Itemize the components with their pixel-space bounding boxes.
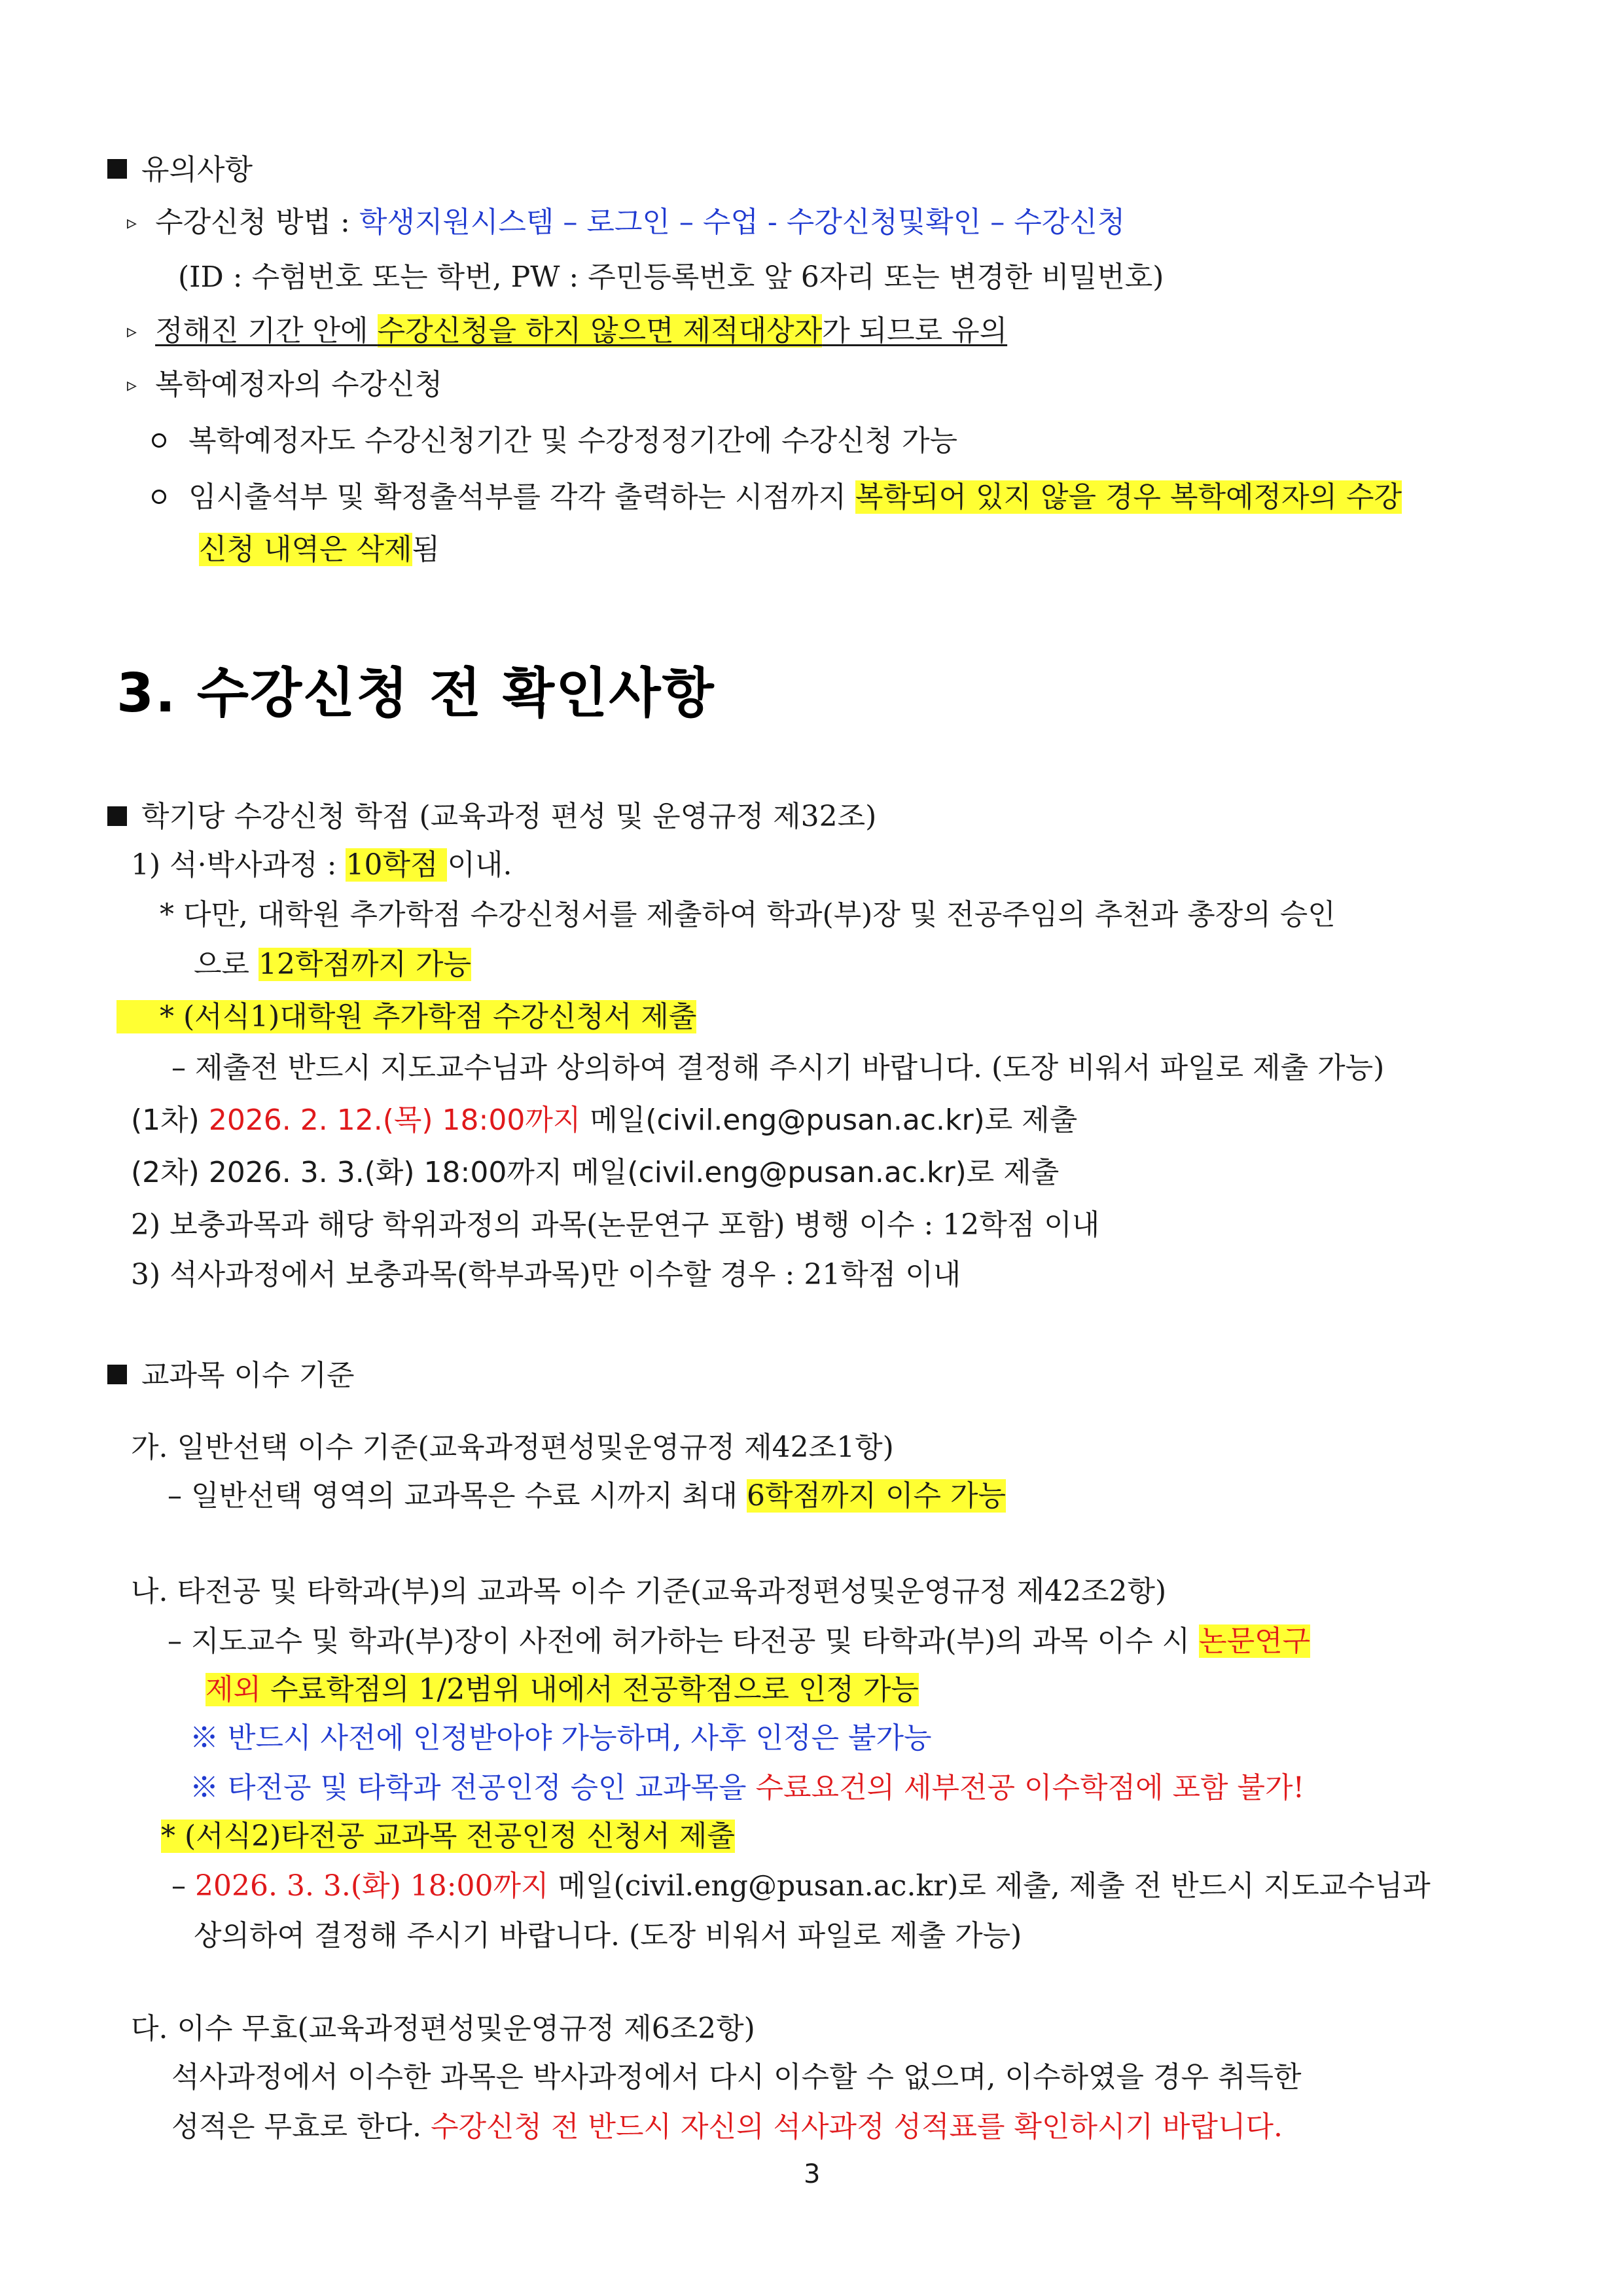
criteria-c-line-1: 석사과정에서 이수한 과목은 박사과정에서 다시 이수할 수 없으며, 이수하였을 경우 취득한: [171, 2060, 1302, 2094]
notice-heading: 유의사항: [107, 149, 253, 191]
reentry-heading: ▹ 복학예정자의 수강신청: [127, 364, 442, 409]
form2-deadline: – 2026. 3. 3.(화) 18:00까지 메일(civil.eng@pusan.ac.kr)로 제출, 제출 전 반드시 지도교수님과: [171, 1869, 1431, 1903]
criteria-a-title: 가. 일반선택 이수 기준(교육과정편성및운영규정 제42조1항): [131, 1431, 894, 1464]
round2-line: (2차) 2026. 3. 3.(화) 18:00까지 메일(civil.eng@pusan.ac.kr)로 제출: [131, 1156, 1060, 1189]
form2-deadline-cont: 상의하여 결정해 주시기 바랍니다. (도장 비워서 파일로 제출 가능): [194, 1919, 1022, 1952]
credit-rule-1: 1) 석·박사과정 : 10학점 이내.: [131, 848, 512, 882]
reentry-item-1: 복학예정자도 수강신청기간 및 수강정정기간에 수강신청 가능: [152, 420, 957, 462]
criteria-c-line-2: 성적은 무효로 한다. 수강신청 전 반드시 자신의 석사과정 성적표를 확인하시기 바랍니다.: [171, 2110, 1283, 2144]
square-bullet-icon: [107, 1365, 127, 1384]
form1-note: – 제출전 반드시 지도교수님과 상의하여 결정해 주시기 바랍니다. (도장 비워서 파일로 제출 가능): [171, 1051, 1385, 1085]
criteria-heading: 교과목 이수 기준: [107, 1355, 355, 1397]
triangle-bullet-icon: ▹: [127, 374, 137, 397]
form1-line: * (서식1)대학원 추가학점 수강신청서 제출: [116, 996, 696, 1038]
credit-rule-2: 2) 보충과목과 해당 학위과정의 과목(논문연구 포함) 병행 이수 : 12학점 이내: [131, 1208, 1100, 1242]
method-line: ▹ 수강신청 방법 : 학생지원시스템 – 로그인 – 수업 - 수강신청및확인 – 수강신청: [127, 202, 1125, 247]
credits-heading: 학기당 수강신청 학점 (교육과정 편성 및 운영규정 제32조): [107, 796, 876, 838]
criteria-b-note-2: ※ 타전공 및 타학과 전공인정 승인 교과목을 수료요건의 세부전공 이수학점에 포함 불가!: [190, 1771, 1305, 1804]
reentry-item-2: 임시출석부 및 확정출석부를 각각 출력하는 시점까지 복학되어 있지 않을 경우 복학예정자의 수강: [152, 476, 1402, 518]
criteria-b-title: 나. 타전공 및 타학과(부)의 교과목 이수 기준(교육과정편성및운영규정 제42조2항): [131, 1575, 1167, 1608]
triangle-bullet-icon: ▹: [127, 211, 137, 234]
circle-bullet-icon: [152, 433, 166, 448]
credit-rule-3: 3) 석사과정에서 보충과목(학부과목)만 이수할 경우 : 21학점 이내: [131, 1258, 961, 1291]
criteria-b-item: – 지도교수 및 학과(부)장이 사전에 허가하는 타전공 및 타학과(부)의 과목 이수 시 논문연구: [168, 1624, 1311, 1658]
criteria-b-note-1: ※ 반드시 사전에 인정받아야 가능하며, 사후 인정은 불가능: [190, 1721, 932, 1755]
reentry-item-2-cont: 신청 내역은 삭제됨: [199, 533, 440, 566]
criteria-a-item: – 일반선택 영역의 교과목은 수료 시까지 최대 6학점까지 이수 가능: [168, 1479, 1006, 1513]
round1-line: (1차) 2026. 2. 12.(목) 18:00까지 메일(civil.eng@pusan.ac.kr)로 제출: [131, 1103, 1078, 1137]
criteria-c-title: 다. 이수 무효(교육과정편성및운영규정 제6조2항): [131, 2012, 755, 2045]
page-number: 3: [804, 2159, 821, 2189]
method-path: 학생지원시스템 – 로그인 – 수업 - 수강신청및확인 – 수강신청: [359, 206, 1126, 239]
credit-note-1: * 다만, 대학원 추가학점 수강신청서를 제출하여 학과(부)장 및 전공주임의 추천과 총장의 승인: [160, 898, 1336, 931]
square-bullet-icon: [107, 806, 127, 826]
id-info: (ID : 수험번호 또는 학번, PW : 주민등록번호 앞 6자리 또는 변경한 비밀번호): [178, 260, 1164, 294]
triangle-bullet-icon: ▹: [127, 320, 137, 343]
criteria-b-item-cont: 제외 수료학점의 1/2범위 내에서 전공학점으로 인정 가능: [205, 1673, 919, 1706]
credit-note-2: 으로 12학점까지 가능: [194, 948, 471, 981]
section-title: 3. 수강신청 전 확인사항: [116, 662, 715, 725]
warning-line: ▹ 정해진 기간 안에 수강신청을 하지 않으면 제적대상자가 되므로 유의: [127, 310, 1007, 355]
form2-line: * (서식2)타전공 교과목 전공인정 신청서 제출: [161, 1820, 735, 1853]
circle-bullet-icon: [152, 490, 166, 504]
square-bullet-icon: [107, 159, 127, 179]
